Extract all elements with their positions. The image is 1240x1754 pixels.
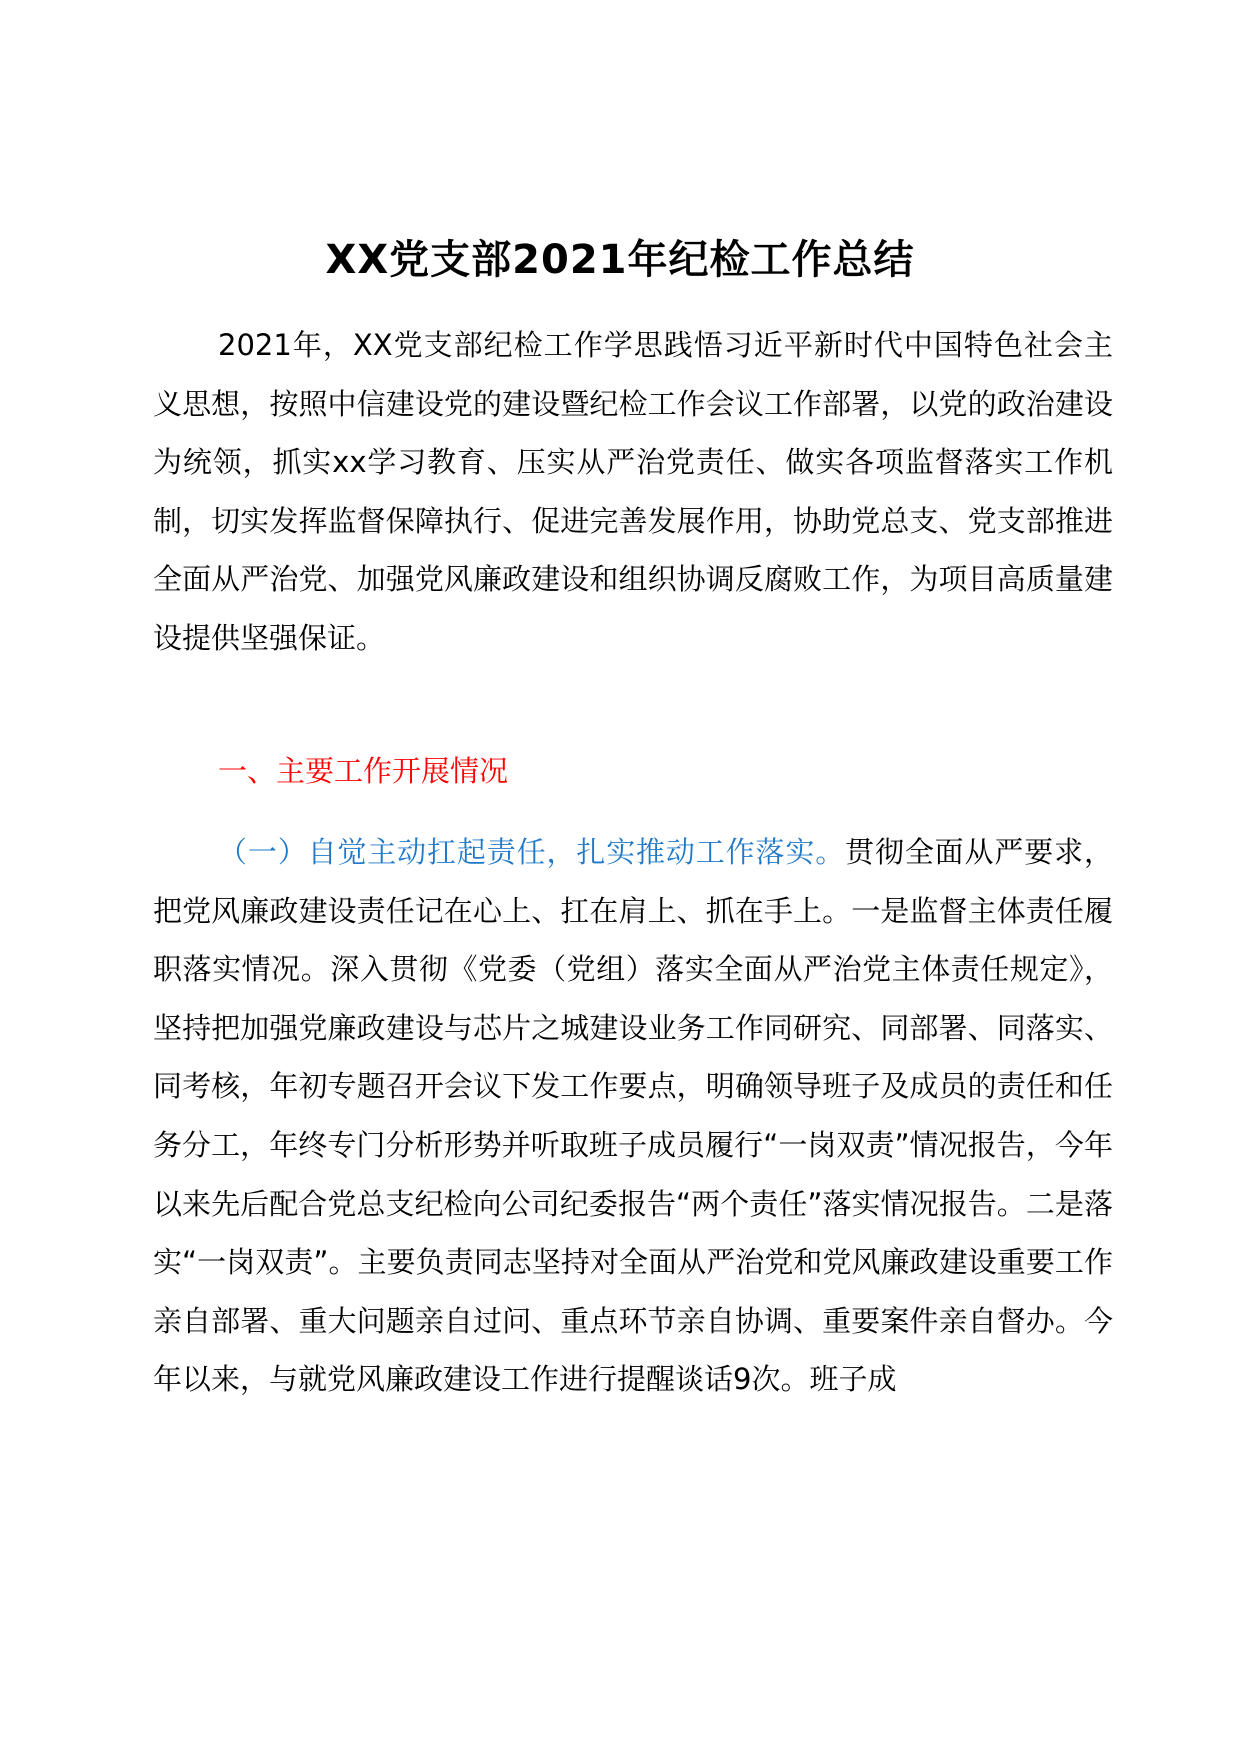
subsection-heading: （一）自觉主动扛起责任，扎实推动工作落实。 (218, 835, 846, 869)
section-heading: 一、主要工作开展情况 (218, 754, 509, 788)
document-title: XX党支部2021年纪检工作总结 (325, 237, 915, 283)
body-paragraph (153, 823, 1113, 1409)
intro-paragraph: 2021年，XX党支部纪检工作学思践悟习近平新时代中国特色社会主义思想，按照中信建设党的建设暨纪检工作会议工作部署，以党的政治建设为统领，抓实xx学习教育、压实从严治党责任、做实各项监督落实工作机制，切实发挥监督保障执行、促进完善发展作用，协助党总支、党支部推进全面从严治党、加强党风廉政建设和组织协调反腐败工作，为项目高质量建设提供坚强保证。 (153, 328, 1113, 655)
subsection-body: 贯彻全面从严要求，把党风廉政建设责任记在心上、扛在肩上、抓在手上。一是监督主体责任履职落实情况。深入贯彻《党委（党组）落实全面从严治党主体责任规定》，坚持把加强党廉政建设与芯片之城建设业务工作同研究、同部署、同落实、同考核，年初专题召开会议下发工作要点，明确领导班子及成员的责任和任务分工，年终专门分析形势并听取班子成员履行“一岗双责”情况报告，今年以来先后配合党总支纪检向公司纪委报告“两个责任”落实情况报告。二是落实“一岗双责”。主要负责同志坚持对全面从严治党和党风廉政建设重要工作亲自部署、重大问题亲自过问、重点环节亲自协调、重要案件亲自督办。今年以来，与就党风廉政建设工作进行提醒谈话9次。班子成 (153, 835, 1113, 1397)
